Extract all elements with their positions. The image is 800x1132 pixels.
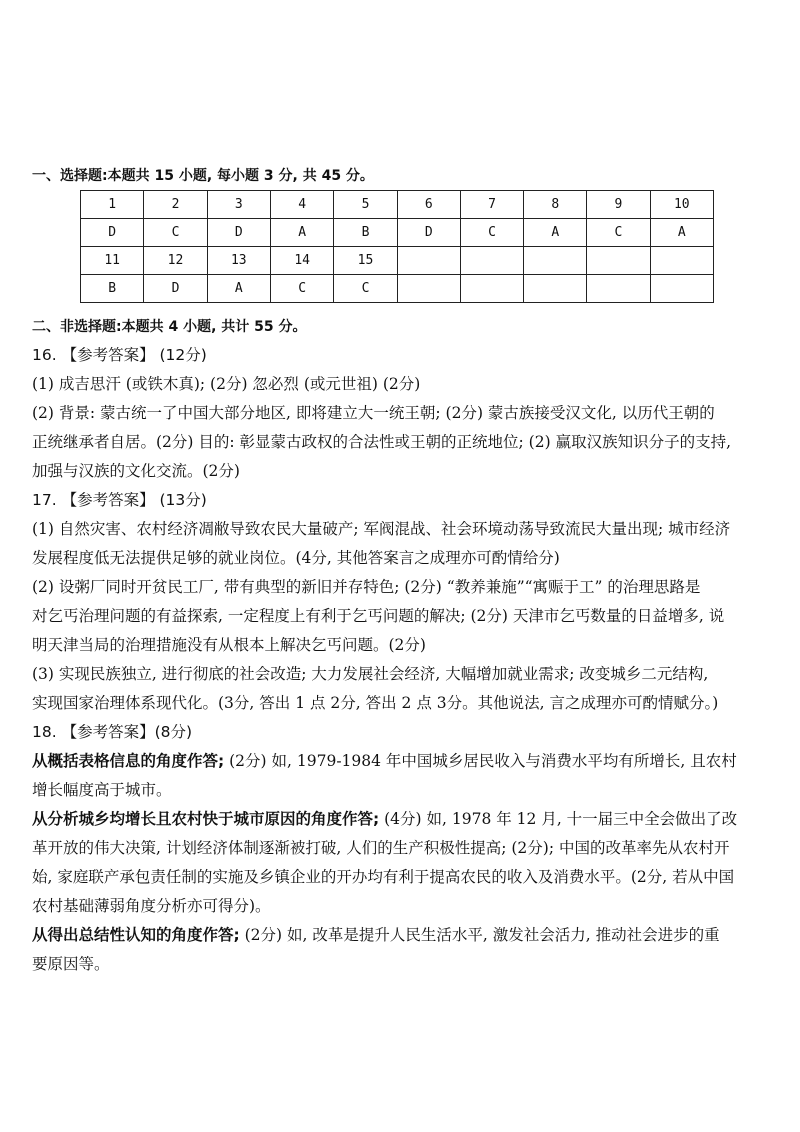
answer-cell <box>587 275 650 303</box>
q18-p2-line: 农村基础薄弱角度分析亦可得分)。 <box>32 897 271 915</box>
question-number-cell: 14 <box>270 247 333 275</box>
answer-cell: B <box>81 275 144 303</box>
answer-table-row <box>81 247 714 275</box>
answer-cell: D <box>397 219 460 247</box>
question-number-cell: 9 <box>587 191 650 219</box>
answer-table-row <box>81 219 714 247</box>
answer-cell: C <box>460 219 523 247</box>
q18-paragraph3 <box>32 924 774 946</box>
q17-line: 对乞丐治理问题的有益探索, 一定程度上有利于乞丐问题的解决; (2分) 天津市乞丐数量的日益增多, 说 <box>32 607 725 625</box>
answer-table-row <box>81 275 714 303</box>
q18-p2-lead: 从分析城乡均增长且农村快于城市原因的角度作答; <box>32 810 380 828</box>
q17-line: 发展程度低无法提供足够的就业岗位。(4分, 其他答案言之成理亦可酌情给分) <box>32 549 560 567</box>
answer-cell: D <box>144 275 207 303</box>
q17-line: 实现国家治理体系现代化。(3分, 答出 1 点 2分, 答出 2 点 3分。其他说法, 言之成理亦可酌情赋分。) <box>32 694 719 712</box>
question-number-cell: 5 <box>334 191 397 219</box>
answer-cell: D <box>207 219 270 247</box>
answer-cell: B <box>334 219 397 247</box>
section1-title: 一、选择题:本题共 15 小题, 每小题 3 分, 共 45 分。 <box>32 168 374 184</box>
q17-line: (3) 实现民族独立, 进行彻底的社会改造; 大力发展社会经济, 大幅增加就业需求; 改变城乡二元结构, <box>32 665 709 683</box>
question-number-cell <box>397 247 460 275</box>
q16-header: 16. 【参考答案】 (12分) <box>32 346 207 364</box>
q16-line: 加强与汉族的文化交流。(2分) <box>32 462 240 480</box>
question-number-cell: 11 <box>81 247 144 275</box>
question-number-cell <box>650 247 713 275</box>
question-number-cell: 6 <box>397 191 460 219</box>
answer-table <box>80 190 714 303</box>
answer-cell <box>460 275 523 303</box>
q17-line: 明天津当局的治理措施没有从根本上解决乞丐问题。(2分) <box>32 636 426 654</box>
q18-p2-line: 革开放的伟大决策, 计划经济体制逐渐被打破, 人们的生产积极性提高; (2分); 中国的改革率先从农村开 <box>32 839 730 857</box>
answer-cell: A <box>650 219 713 247</box>
q18-p2-line: 始, 家庭联产承包责任制的实施及乡镇企业的开办均有利于提高农民的收入及消费水平。(2分, 若从中国 <box>32 868 735 886</box>
answer-cell: C <box>270 275 333 303</box>
q18-paragraph2 <box>32 808 774 830</box>
q18-p3-line2: 要原因等。 <box>32 955 110 973</box>
q17-header: 17. 【参考答案】 (13分) <box>32 491 207 509</box>
q18-p3-lead: 从得出总结性认知的角度作答; <box>32 926 240 944</box>
question-number-cell: 12 <box>144 247 207 275</box>
question-number-cell <box>524 247 587 275</box>
q18-header: 18. 【参考答案】(8分) <box>32 723 193 741</box>
question-number-cell: 10 <box>650 191 713 219</box>
answer-cell: C <box>587 219 650 247</box>
q16-line: (1) 成吉思汗 (或铁木真); (2分) 忽必烈 (或元世祖) (2分) <box>32 375 421 393</box>
answer-table-row <box>81 191 714 219</box>
answer-cell: D <box>81 219 144 247</box>
question-number-cell: 3 <box>207 191 270 219</box>
answer-cell: A <box>207 275 270 303</box>
question-number-cell: 2 <box>144 191 207 219</box>
q17-line: (2) 设粥厂同时开贫民工厂, 带有典型的新旧并存特色; (2分) “教养兼施”“寓赈于工” 的治理思路是 <box>32 578 701 596</box>
question-number-cell: 13 <box>207 247 270 275</box>
q17-line: (1) 自然灾害、农村经济凋敝导致农民大量破产; 军阀混战、社会环境动荡导致流民大量出现; 城市经济 <box>32 520 731 538</box>
answer-cell: C <box>144 219 207 247</box>
answer-cell <box>397 275 460 303</box>
question-number-cell: 15 <box>334 247 397 275</box>
answer-cell: A <box>270 219 333 247</box>
answer-cell: A <box>524 219 587 247</box>
question-number-cell <box>460 247 523 275</box>
q18-p1-lead: 从概括表格信息的角度作答; <box>32 752 225 770</box>
q18-p3-text: (2分) 如, 改革是提升人民生活水平, 激发社会活力, 推动社会进步的重 <box>239 926 720 944</box>
question-number-cell: 4 <box>270 191 333 219</box>
q18-p1-line2: 增长幅度高于城市。 <box>32 781 172 799</box>
q18-p1-text: (2分) 如, 1979-1984 年中国城乡居民收入与消费水平均有所增长, 且农村 <box>224 752 737 770</box>
answer-cell: C <box>334 275 397 303</box>
q18-paragraph1 <box>32 750 774 772</box>
q18-p2-text: (4分) 如, 1978 年 12 月, 十一届三中全会做出了改 <box>379 810 738 828</box>
question-number-cell: 1 <box>81 191 144 219</box>
question-number-cell <box>587 247 650 275</box>
answer-cell <box>524 275 587 303</box>
answer-cell <box>650 275 713 303</box>
q16-line: 正统继承者自居。(2分) 目的: 彰显蒙古政权的合法性或王朝的正统地位; (2) 赢取汉族知识分子的支持, <box>32 433 731 451</box>
question-number-cell: 8 <box>524 191 587 219</box>
section2-title: 二、非选择题:本题共 4 小题, 共计 55 分。 <box>32 319 307 335</box>
q16-line: (2) 背景: 蒙古统一了中国大部分地区, 即将建立大一统王朝; (2分) 蒙古族接受汉文化, 以历代王朝的 <box>32 404 715 422</box>
question-number-cell: 7 <box>460 191 523 219</box>
